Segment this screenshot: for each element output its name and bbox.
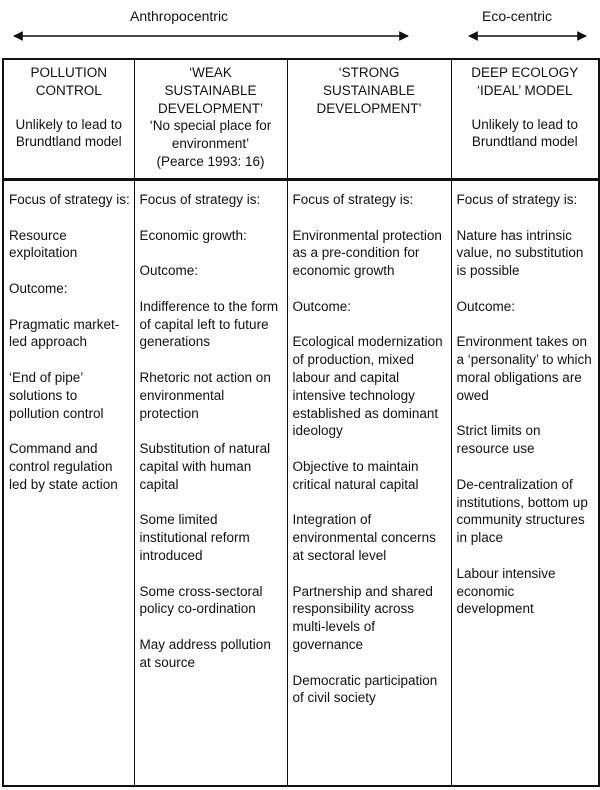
heading-line: CONTROL (35, 82, 102, 98)
subheading-line: (Pearce 1993: 16) (156, 153, 265, 169)
strategy-item: Partnership and shared responsibility across multi-levels of governance (292, 583, 433, 652)
subheading-line: Unlikely to lead to (15, 116, 123, 132)
column-header-row (3, 59, 599, 180)
strategy-item: Focus of strategy is: (139, 192, 261, 207)
anthropocentrism-ecocentrism-spectrum (0, 0, 600, 60)
column-body-row (3, 180, 599, 787)
strategy-item: Focus of strategy is: (292, 192, 414, 207)
strategy-item: Democratic participation of civil society (292, 672, 438, 706)
strategy-item: Nature has intrinsic value, no substitution is possible (456, 227, 584, 279)
strategy-item: Substitution of natural capital with human capital (139, 441, 271, 492)
anthropocentric-label: Anthropocentric (130, 8, 229, 24)
heading-line: ‘WEAK (189, 65, 232, 80)
heading-line: ‘IDEAL’ MODEL (476, 82, 573, 98)
strategy-item: Outcome: (292, 298, 352, 314)
column-heading (138, 64, 284, 117)
strategy-item: Indifference to the form of capital left to future generations (139, 298, 279, 350)
strategy-item: Outcome: (456, 298, 516, 314)
subheading-line: environment’ (171, 136, 250, 152)
strategy-item: Integration of environmental concerns at sectoral level (292, 512, 436, 563)
subheading-line: Unlikely to lead to (471, 116, 579, 132)
strategy-item: Some cross-sectoral policy co-ordination (139, 583, 263, 617)
column-body-deep-ecology (451, 180, 599, 787)
strategy-item: Outcome: (9, 280, 68, 296)
strategy-item: Environmental protection as a pre-condition for economic growth (292, 227, 442, 279)
column-header-strong-sustainable-development (287, 59, 451, 180)
heading-line: ‘STRONG (338, 65, 400, 80)
heading-line: SUSTAINABLE (164, 82, 257, 98)
strategy-item: Focus of strategy is: (456, 192, 578, 207)
column-body-weak-sustainable-development (134, 180, 287, 787)
column-subheading (455, 116, 596, 152)
strategy-item: Labour intensive economic development (456, 565, 556, 617)
column-header-weak-sustainable-development (134, 59, 287, 180)
column-heading (291, 64, 448, 117)
strategy-item: Environment takes on a ‘personality’ to which moral obligations are owed (456, 334, 592, 403)
column-subheading (138, 117, 284, 170)
strategy-item: ‘End of pipe’ solutions to pollution control (9, 369, 104, 421)
subheading-line: Brundtland model (471, 134, 578, 150)
column-heading (7, 64, 131, 100)
column-body-strong-sustainable-development (287, 180, 451, 787)
strategy-item: Pragmatic market-led approach (9, 316, 120, 350)
subheading-line: Brundtland model (15, 134, 122, 150)
ecocentric-label: Eco-centric (482, 8, 553, 24)
strategy-item: Resource exploitation (9, 227, 78, 261)
column-subheading (7, 116, 131, 152)
heading-line: POLLUTION (30, 65, 108, 80)
strategy-item: May address pollution at source (139, 636, 271, 670)
strategy-item: Command and control regulation led by state action (9, 441, 118, 492)
strategy-item: Ecological modernization of production, mixed labour and capital intensive technology established as dominant ideology (292, 334, 443, 439)
strategy-item: Outcome: (139, 263, 199, 279)
strategy-item: Some limited institutional reform introduced (139, 512, 250, 563)
strategy-item: Focus of strategy is: (9, 192, 130, 207)
heading-line: DEVELOPMENT’ (157, 100, 264, 116)
strategy-item: Economic growth: (139, 227, 247, 243)
strategy-item: Objective to maintain critical natural capital (292, 458, 419, 492)
heading-line: SUSTAINABLE (322, 82, 416, 98)
strategy-item: Strict limits on resource use (456, 423, 541, 457)
column-header-pollution-control (3, 59, 134, 180)
heading-line: DEVELOPMENT’ (316, 100, 422, 116)
strategy-item: Rhetoric not action on environmental protection (139, 369, 271, 421)
sustainable-development-typology-table (2, 58, 600, 787)
heading-line: DEEP ECOLOGY (471, 65, 579, 80)
column-body-pollution-control (3, 180, 134, 787)
strategy-item: De-centralization of institutions, bottom up community structures in place (456, 476, 588, 546)
column-heading (455, 64, 596, 100)
column-header-deep-ecology (451, 59, 599, 180)
subheading-line: ‘No special place for (149, 118, 272, 134)
